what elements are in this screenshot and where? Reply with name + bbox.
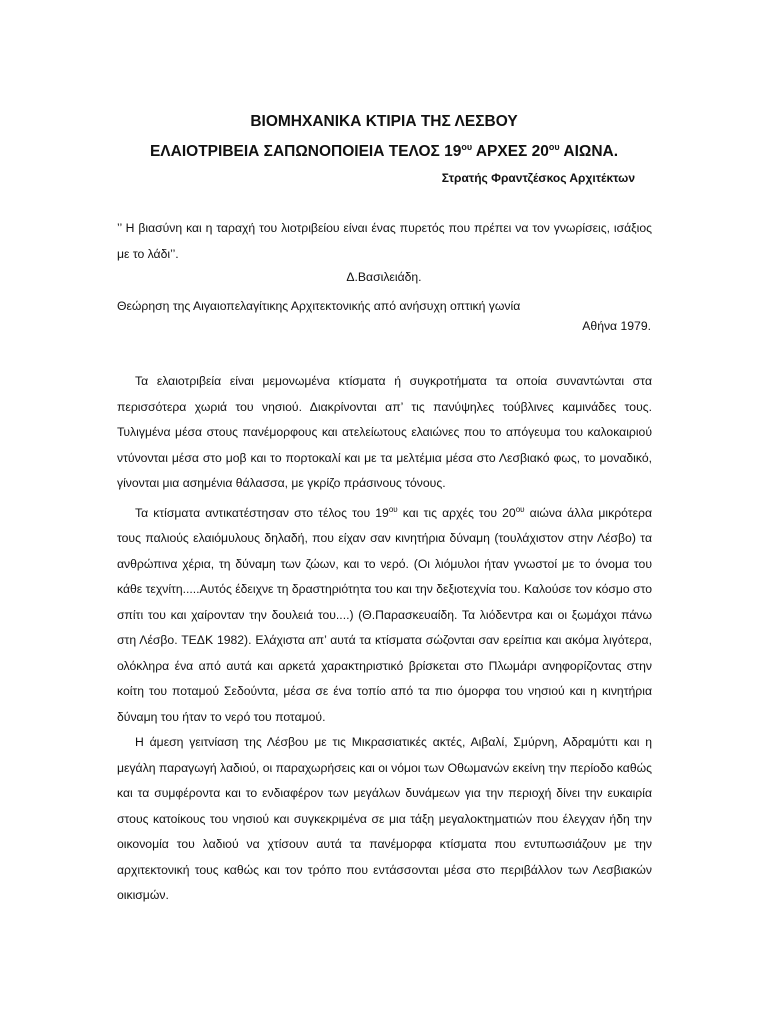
paragraph-2-text-2: και τις αρχές του 20 — [397, 505, 516, 520]
epigraph-quote: ’’ Η βιασύνη και η ταραχή του λιοτριβείου είναι ένας πυρετός που πρέπει να τον γνωρίσεις, ισάξιος με το λάδι’’. — [117, 221, 652, 261]
document-subtitle — [0, 142, 768, 161]
document-title: ΒΙΟΜΗΧΑΝΙΚΑ ΚΤΙΡΙΑ ΤΗΣ ΛΕΣΒΟΥ — [250, 113, 518, 130]
paragraph-2-superscript-2: ου — [515, 504, 525, 514]
author-line: Στρατής Φραντζέσκος Αρχιτέκτων — [441, 171, 635, 185]
subtitle-superscript-1: ου — [461, 142, 473, 152]
body-text — [117, 369, 652, 909]
epigraph-place-year: Αθήνα 1979. — [582, 319, 651, 333]
subtitle-superscript-2: ου — [548, 142, 560, 152]
paragraph-1: Τα ελαιοτριβεία είναι μεμονωμένα κτίσματα ή συγκροτήματα τα οποία συναντώνται στα περισσότερα χωριά του νησιού. Διακρίνονται απ’ τις πανύψηλες τούβλινες καμινάδες τους. Τυλιγμένα μέσα στους πανέμορφους και ατελείωτους ελαιώνες που το απόγευμα του καλοκαιριού ντύνονται μέσα στο μοβ και το πορτοκαλί και με τα μελτέμια μέσα στο Λεσβιακό φως, το μοναδικό, γίνονται μια ασημένια θάλασσα, με γκρίζο πράσινους τόνους. — [117, 374, 652, 490]
epigraph-work: Θεώρηση της Αιγαιοπελαγίτικης Αρχιτεκτονικής από ανήσυχη οπτική γωνία — [117, 299, 521, 313]
subtitle-text-3: ΑΙΩΝΑ. — [559, 143, 619, 160]
subtitle-text-1: ΕΛΑΙΟΤΡΙΒΕΙΑ ΣΑΠΩΝΟΠΟΙΕΙΑ ΤΕΛΟΣ 19 — [149, 143, 462, 160]
paragraph-3: Η άμεση γειτνίαση της Λέσβου με τις Μικρασιατικές ακτές, Αιβαλί, Σμύρνη, Αδραμύττι και η μεγάλη παραγωγή λαδιού, οι παραχωρήσεις και οι νόμοι των Οθωμανών εκείνη την περίοδο καθώς και τα συμφέροντα και το ενδιαφέρον των μεγάλων δυνάμεων για την περιοχή δίνει την ευκαιρία στους κατοίκους του νησιού και συγκεκριμένα σε μια τάξη μεγαλοκτηματιών που έλεγχαν ήδη την οικονομία του λαδιού να χτίσουν αυτά τα πανέμορφα κτίσματα που εντυπωσιάζουν με την αρχιτεκτονική τους καθώς και τον τρόπο που εντάσσονται μέσα στο περιβάλλον των Λεσβιακών οικισμών. — [117, 735, 652, 902]
paragraph-2-text-3: αιώνα άλλα μικρότερα τους παλιούς ελαιόμυλους δηλαδή, που είχαν σαν κινητήρια δύναμη (τουλάχιστον στην Λέσβο) τα ανθρώπινα χέρια, τη δύναμη των ζώων, και το νερό. (Οι λιόμυλοι ήταν γνωστοί με το όνομα του κάθε τεχνίτη.....Αυτός έδειχνε τη δραστηριότητα του και την δεξιοτεχνία του. Καλούσε τον κόσμο στο σπίτι του και χαίρονταν την δουλειά του....) (Θ.Παρασκευαίδη. Τα λιόδεντρα και οι ξωμάχοι πάνω στη Λέσβο. ΤΕΔΚ 1982). Ελάχιστα απ’ αυτά τα κτίσματα σώζονται σαν ερείπια και ακόμα λιγότερα, ολόκληρα ένα από αυτά και αρκετά χαρακτηριστικό βρίσκεται στο Πλωμάρι ανηφορίζοντας στην κοίτη του ποταμού Σεδούντα, μέσα σε ένα τοπίο από τα πιο όμορφα του νησιού και η κινητήρια δύναμη του ήταν το νερό του ποταμού. — [117, 505, 652, 724]
paragraph-2-superscript-1: ου — [388, 504, 398, 514]
subtitle-text-2: ΑΡΧΕΣ 20 — [472, 143, 549, 160]
paragraph-2-text-1: Τα κτίσματα αντικατέστησαν στο τέλος του 19 — [135, 505, 389, 520]
paragraph-2 — [117, 497, 652, 731]
epigraph-author: Δ.Βασιλειάδη. — [346, 270, 422, 284]
